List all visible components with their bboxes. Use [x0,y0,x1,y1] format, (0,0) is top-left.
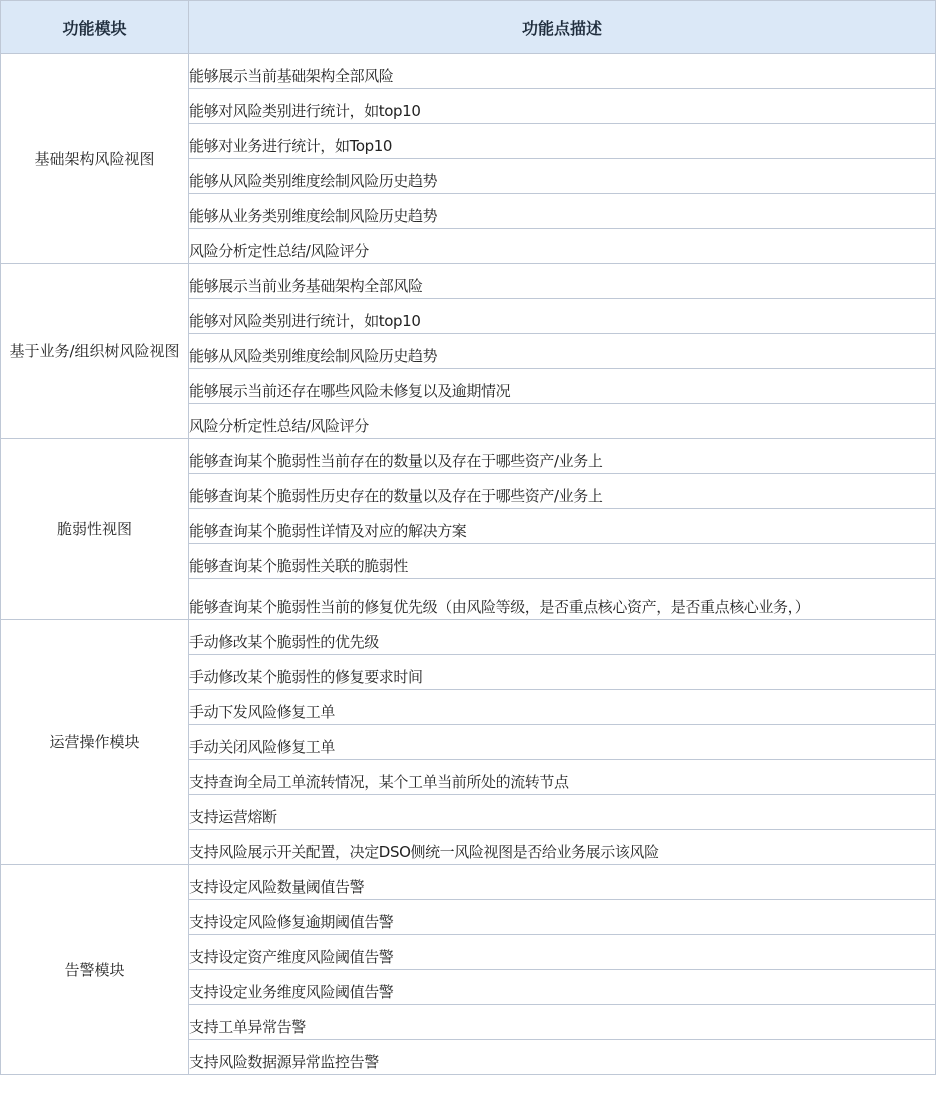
table-row [1,620,936,655]
feature-cell: 支持设定风险数量阈值告警 [189,865,936,900]
feature-cell: 支持设定资产维度风险阈值告警 [189,935,936,970]
feature-cell: 手动修改某个脆弱性的优先级 [189,620,936,655]
feature-cell: 能够查询某个脆弱性当前存在的数量以及存在于哪些资产/业务上 [189,439,936,474]
module-cell-vulnerability: 脆弱性视图 [1,439,189,620]
feature-cell: 支持风险数据源异常监控告警 [189,1040,936,1075]
feature-cell: 支持运营熔断 [189,795,936,830]
module-cell-alerts: 告警模块 [1,865,189,1075]
feature-cell: 能够查询某个脆弱性关联的脆弱性 [189,544,936,579]
feature-cell: 支持设定风险修复逾期阈值告警 [189,900,936,935]
feature-cell: 能够对业务进行统计，如Top10 [189,124,936,159]
feature-cell: 能够从风险类别维度绘制风险历史趋势 [189,159,936,194]
feature-cell: 支持查询全局工单流转情况，某个工单当前所处的流转节点 [189,760,936,795]
header-module: 功能模块 [1,1,189,54]
table-row [1,439,936,474]
feature-cell: 支持设定业务维度风险阈值告警 [189,970,936,1005]
feature-cell: 能够展示当前业务基础架构全部风险 [189,264,936,299]
table-row [1,54,936,89]
feature-cell: 能够从业务类别维度绘制风险历史趋势 [189,194,936,229]
module-cell-business-org: 基于业务/组织树风险视图 [1,264,189,439]
feature-cell: 能够从风险类别维度绘制风险历史趋势 [189,334,936,369]
feature-cell: 手动修改某个脆弱性的修复要求时间 [189,655,936,690]
feature-cell: 能够对风险类别进行统计，如top10 [189,89,936,124]
feature-cell: 能够展示当前基础架构全部风险 [189,54,936,89]
feature-cell: 风险分析定性总结/风险评分 [189,404,936,439]
module-cell-operations: 运营操作模块 [1,620,189,865]
feature-cell: 手动关闭风险修复工单 [189,725,936,760]
feature-cell: 支持风险展示开关配置，决定DSO侧统一风险视图是否给业务展示该风险 [189,830,936,865]
module-cell-infrastructure: 基础架构风险视图 [1,54,189,264]
table-row [1,865,936,900]
feature-cell: 风险分析定性总结/风险评分 [189,229,936,264]
feature-cell: 手动下发风险修复工单 [189,690,936,725]
feature-cell: 支持工单异常告警 [189,1005,936,1040]
feature-cell: 能够对风险类别进行统计，如top10 [189,299,936,334]
feature-cell: 能够查询某个脆弱性历史存在的数量以及存在于哪些资产/业务上 [189,474,936,509]
feature-cell: 能够展示当前还存在哪些风险未修复以及逾期情况 [189,369,936,404]
feature-cell: 能够查询某个脆弱性详情及对应的解决方案 [189,509,936,544]
table-row [1,264,936,299]
table-header-row [1,1,936,54]
feature-cell: 能够查询某个脆弱性当前的修复优先级（由风险等级，是否重点核心资产，是否重点核心业务，） [189,579,936,620]
header-description: 功能点描述 [189,1,936,54]
